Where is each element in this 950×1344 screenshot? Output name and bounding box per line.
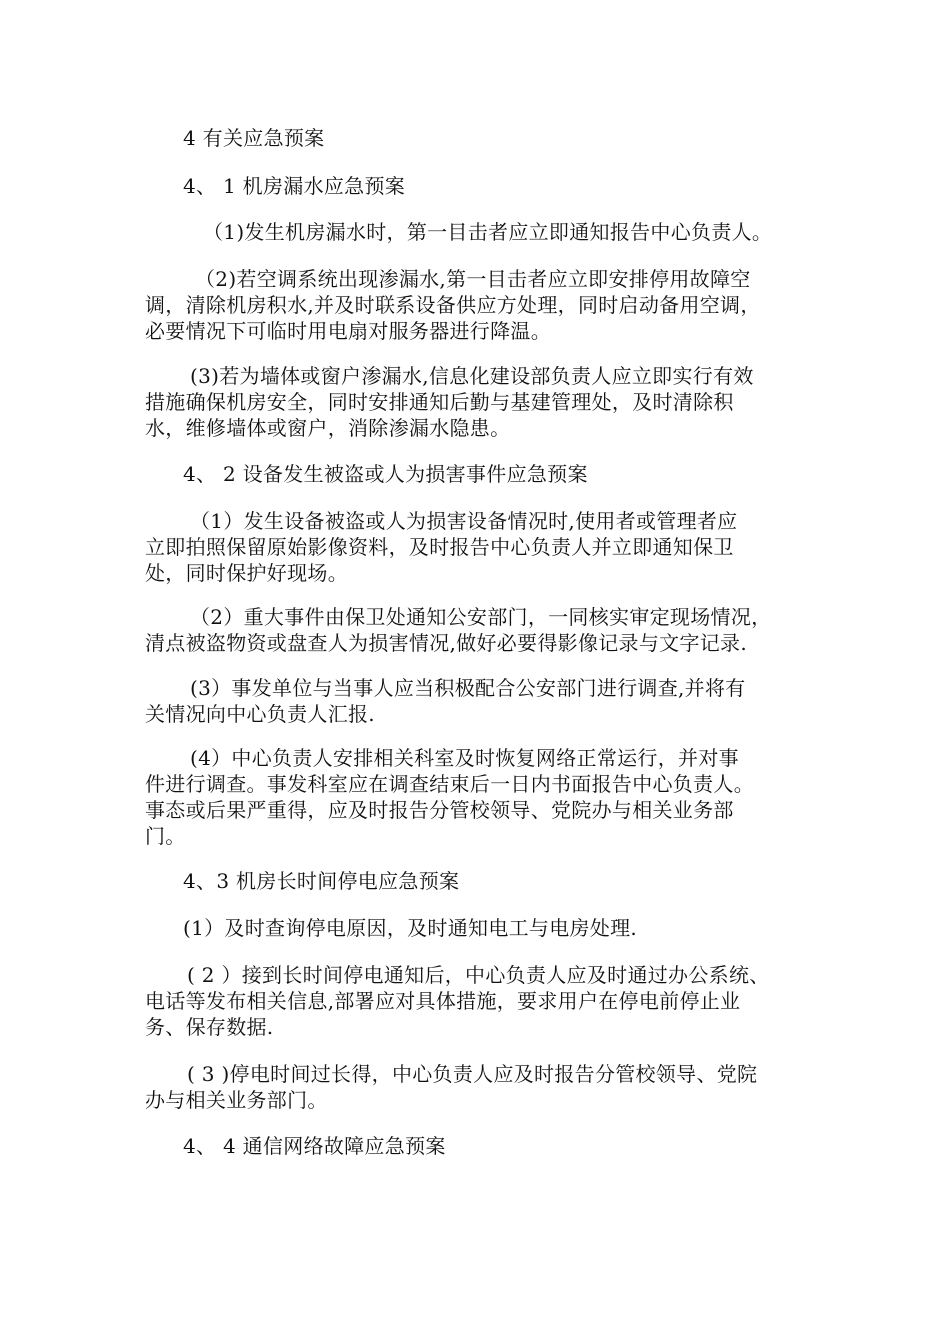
paragraph: （2）重大事件由保卫处通知公安部门，一同核实审定现场情况， 清点被盗物资或盘查人为损害情况,做好必要得影像记录与文字记录. bbox=[145, 605, 772, 655]
subsection-heading: 4、 4 通信网络故障应急预案 bbox=[183, 1134, 446, 1158]
paragraph: (3)若为墙体或窗户渗漏水,信息化建设部负责人应立即实行有效 措施确保机房安全，同时安排通知后勤与基建管理处，及时清除积 水，维修墙体或窗户，消除渗漏水隐患。 bbox=[145, 364, 754, 440]
paragraph: ( 3 )停电时间过长得，中心负责人应及时报告分管校领导、党院 办与相关业务部门。 bbox=[145, 1062, 758, 1112]
paragraph: (3）事发单位与当事人应当积极配合公安部门进行调查,并将有 关情况向中心负责人汇报. bbox=[145, 676, 746, 726]
paragraph: （2)若空调系统出现渗漏水,第一目击者应立即安排停用故障空 调，清除机房积水,并及时联系设备供应方处理，同时启动备用空调， 必要情况下可临时用电扇对服务器进行降温。 bbox=[145, 267, 761, 343]
subsection-heading: 4、 1 机房漏水应急预案 bbox=[183, 174, 406, 198]
subsection-heading: 4、3 机房长时间停电应急预案 bbox=[183, 869, 460, 893]
subsection-heading: 4、 2 设备发生被盗或人为损害事件应急预案 bbox=[183, 462, 588, 486]
paragraph: (1）及时查询停电原因，及时通知电工与电房处理. bbox=[183, 916, 638, 940]
paragraph: ( 2 ）接到长时间停电通知后，中心负责人应及时通过办公系统、 电话等发布相关信息,部署应对具体措施，要求用户在停电前停止业 务、保存数据. bbox=[145, 963, 770, 1039]
section-heading: 4 有关应急预案 bbox=[183, 126, 325, 150]
paragraph: （1）发生设备被盗或人为损害设备情况时,使用者或管理者应 立即拍照保留原始影像资料，及时报告中心负责人并立即通知保卫 处，同时保护好现场。 bbox=[145, 509, 738, 585]
paragraph: (4）中心负责人安排相关科室及时恢复网络正常运行，并对事 件进行调查。事发科室应在调查结束后一日内书面报告中心负责人。 事态或后果严重得，应及时报告分管校领导、党院办与相关业务部 门。 bbox=[145, 746, 754, 848]
paragraph: （1)发生机房漏水时，第一目击者应立即通知报告中心负责人。 bbox=[203, 220, 773, 244]
